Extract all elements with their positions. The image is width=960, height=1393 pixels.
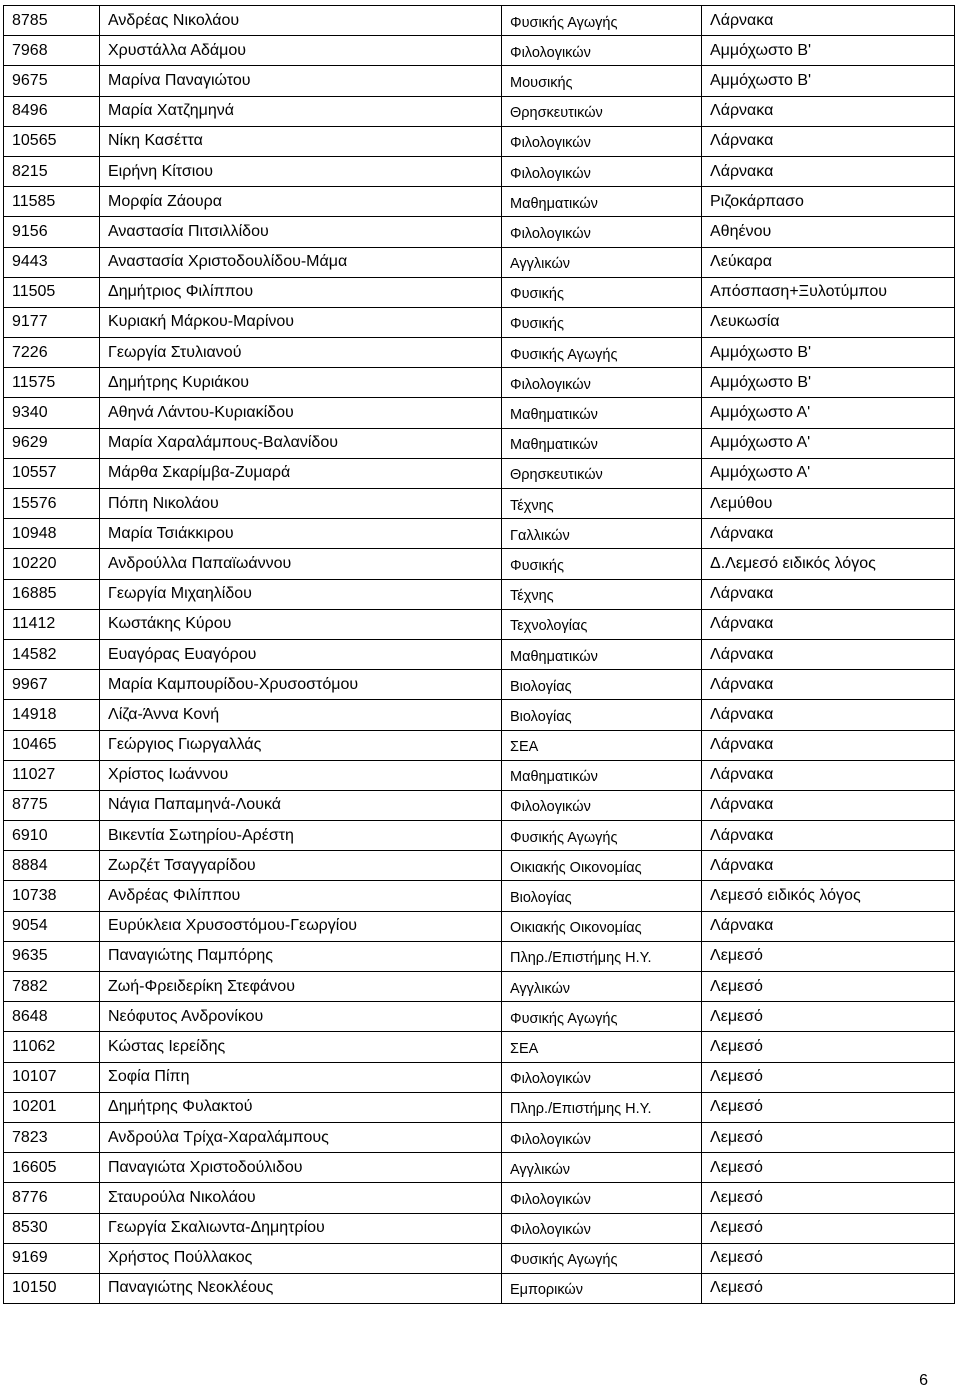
district-cell: Λάρνακα [702,519,955,549]
teacher-name-cell: Παναγιώτης Παμπόρης [100,941,502,971]
district-cell: Λεμεσό [702,1092,955,1122]
district-cell: Αμμόχωστο Β' [702,338,955,368]
district-cell: Αμμόχωστο Β' [702,36,955,66]
subject-cell: Φυσικής Αγωγής [502,1002,702,1032]
teacher-code-cell: 14918 [4,700,100,730]
subject-cell: Μαθηματικών [502,398,702,428]
placements-table [3,5,955,1304]
teacher-name-cell: Ανδρέας Νικολάου [100,6,502,36]
teacher-code-cell: 9675 [4,66,100,96]
district-cell: Λάρνακα [702,156,955,186]
teacher-code-cell: 8775 [4,790,100,820]
table-row [4,277,955,307]
subject-cell: Φιλολογικών [502,790,702,820]
teacher-name-cell: Γεωργία Μιχαηλίδου [100,579,502,609]
subject-cell: Μαθηματικών [502,639,702,669]
table-row [4,1032,955,1062]
table-row [4,66,955,96]
district-cell: Αμμόχωστο Β' [702,66,955,96]
district-cell: Λεμεσό [702,1243,955,1273]
teacher-code-cell: 7823 [4,1122,100,1152]
teacher-code-cell: 10150 [4,1273,100,1303]
teacher-name-cell: Ευαγόρας Ευαγόρου [100,639,502,669]
table-row [4,1153,955,1183]
subject-cell: Φυσικής Αγωγής [502,6,702,36]
subject-cell: Μαθηματικών [502,760,702,790]
district-cell: Λάρνακα [702,700,955,730]
table-row [4,579,955,609]
district-cell: Λεμεσό ειδικός λόγος [702,881,955,911]
teacher-code-cell: 11027 [4,760,100,790]
table-row [4,398,955,428]
table-row [4,730,955,760]
teacher-name-cell: Ανδρέας Φιλίππου [100,881,502,911]
table-row [4,368,955,398]
subject-cell: Μαθηματικών [502,428,702,458]
district-cell: Λεμεσό [702,972,955,1002]
table-row [4,96,955,126]
teacher-name-cell: Μαρία Καμπουρίδου-Χρυσοστόμου [100,670,502,700]
teacher-code-cell: 8215 [4,156,100,186]
district-cell: Λεμεσό [702,1002,955,1032]
teacher-name-cell: Γεώργιος Γιωργαλλάς [100,730,502,760]
district-cell: Λάρνακα [702,911,955,941]
subject-cell: Βιολογίας [502,670,702,700]
district-cell: Λεμεσό [702,1153,955,1183]
teacher-name-cell: Μαρία Τσιάκκιρου [100,519,502,549]
teacher-code-cell: 10948 [4,519,100,549]
table-body [4,6,955,1304]
district-cell: Λάρνακα [702,126,955,156]
subject-cell: ΣΕΑ [502,1032,702,1062]
subject-cell: Μαθηματικών [502,187,702,217]
subject-cell: Οικιακής Οικονομίας [502,911,702,941]
district-cell: Λάρνακα [702,670,955,700]
subject-cell: Φυσικής Αγωγής [502,338,702,368]
teacher-code-cell: 7882 [4,972,100,1002]
district-cell: Αμμόχωστο Α' [702,428,955,458]
subject-cell: Εμπορικών [502,1273,702,1303]
table-row [4,428,955,458]
subject-cell: Γαλλικών [502,519,702,549]
teacher-name-cell: Χρήστος Πούλλακος [100,1243,502,1273]
teacher-name-cell: Παναγιώτης Νεοκλέους [100,1273,502,1303]
table-row [4,307,955,337]
teacher-name-cell: Χρυστάλλα Αδάμου [100,36,502,66]
table-row [4,1062,955,1092]
table-row [4,1002,955,1032]
teacher-name-cell: Γεωργία Στυλιανού [100,338,502,368]
table-row [4,126,955,156]
district-cell: Λάρνακα [702,821,955,851]
district-cell: Αμμόχωστο Α' [702,458,955,488]
teacher-code-cell: 10738 [4,881,100,911]
table-row [4,489,955,519]
district-cell: Λεμεσό [702,1273,955,1303]
subject-cell: Πληρ./Επιστήμης Η.Υ. [502,1092,702,1122]
teacher-code-cell: 10465 [4,730,100,760]
teacher-code-cell: 8776 [4,1183,100,1213]
teacher-name-cell: Γεωργία Σκαλιωντα-Δημητρίου [100,1213,502,1243]
table-row [4,790,955,820]
table-row [4,609,955,639]
district-cell: Ριζοκάρπασο [702,187,955,217]
teacher-name-cell: Νίκη Κασέττα [100,126,502,156]
teacher-code-cell: 8785 [4,6,100,36]
table-row [4,6,955,36]
subject-cell: Φιλολογικών [502,1213,702,1243]
table-row [4,519,955,549]
subject-cell: Φιλολογικών [502,368,702,398]
teacher-code-cell: 11412 [4,609,100,639]
table-row [4,1122,955,1152]
teacher-name-cell: Βικεντία Σωτηρίου-Αρέστη [100,821,502,851]
district-cell: Λάρνακα [702,790,955,820]
subject-cell: Βιολογίας [502,881,702,911]
teacher-name-cell: Σταυρούλα Νικολάου [100,1183,502,1213]
subject-cell: Τέχνης [502,489,702,519]
district-cell: Λάρνακα [702,6,955,36]
district-cell: Λάρνακα [702,851,955,881]
subject-cell: Φυσικής [502,307,702,337]
teacher-name-cell: Ζωή-Φρειδερίκη Στεφάνου [100,972,502,1002]
district-cell: Λεμεσό [702,941,955,971]
teacher-code-cell: 9443 [4,247,100,277]
teacher-code-cell: 7968 [4,36,100,66]
table-row [4,247,955,277]
teacher-name-cell: Κυριακή Μάρκου-Μαρίνου [100,307,502,337]
subject-cell: Αγγλικών [502,972,702,1002]
table-row [4,639,955,669]
district-cell: Λάρνακα [702,579,955,609]
teacher-name-cell: Ανδρούλλα Παπαϊωάννου [100,549,502,579]
teacher-code-cell: 9177 [4,307,100,337]
district-cell: Λεμεσό [702,1062,955,1092]
table-row [4,1092,955,1122]
teacher-name-cell: Παναγιώτα Χριστοδούλιδου [100,1153,502,1183]
subject-cell: Τέχνης [502,579,702,609]
subject-cell: Τεχνολογίας [502,609,702,639]
teacher-code-cell: 14582 [4,639,100,669]
table-row [4,458,955,488]
teacher-code-cell: 9156 [4,217,100,247]
teacher-code-cell: 10107 [4,1062,100,1092]
district-cell: Αμμόχωστο Α' [702,398,955,428]
teacher-name-cell: Μαρία Χατζημηνά [100,96,502,126]
table-row [4,36,955,66]
district-cell: Λεμύθου [702,489,955,519]
district-cell: Απόσπαση+Ξυλοτύμπου [702,277,955,307]
teacher-name-cell: Αναστασία Πιτσιλλίδου [100,217,502,247]
teacher-code-cell: 11585 [4,187,100,217]
teacher-name-cell: Νάγια Παπαμηνά-Λουκά [100,790,502,820]
teacher-name-cell: Δημήτρης Φυλακτού [100,1092,502,1122]
district-cell: Αθηένου [702,217,955,247]
subject-cell: Οικιακής Οικονομίας [502,851,702,881]
teacher-name-cell: Δημήτριος Φιλίππου [100,277,502,307]
teacher-code-cell: 9054 [4,911,100,941]
teacher-name-cell: Ζωρζέτ Τσαγγαρίδου [100,851,502,881]
teacher-name-cell: Πόπη Νικολάου [100,489,502,519]
subject-cell: Φιλολογικών [502,1183,702,1213]
subject-cell: Θρησκευτικών [502,96,702,126]
teacher-code-cell: 9340 [4,398,100,428]
subject-cell: Μουσικής [502,66,702,96]
table-row [4,1183,955,1213]
teacher-name-cell: Μάρθα Σκαρίμβα-Ζυμαρά [100,458,502,488]
teacher-code-cell: 9635 [4,941,100,971]
teacher-name-cell: Δημήτρης Κυριάκου [100,368,502,398]
teacher-name-cell: Μορφία Ζάουρα [100,187,502,217]
district-cell: Λάρνακα [702,760,955,790]
district-cell: Δ.Λεμεσό ειδικός λόγος [702,549,955,579]
subject-cell: Φιλολογικών [502,217,702,247]
teacher-code-cell: 11575 [4,368,100,398]
teacher-code-cell: 16885 [4,579,100,609]
table-row [4,670,955,700]
table-row [4,821,955,851]
district-cell: Λάρνακα [702,730,955,760]
table-row [4,700,955,730]
district-cell: Λεμεσό [702,1213,955,1243]
table-row [4,156,955,186]
district-cell: Λάρνακα [702,639,955,669]
teacher-code-cell: 8648 [4,1002,100,1032]
table-row [4,760,955,790]
subject-cell: Φιλολογικών [502,156,702,186]
subject-cell: Θρησκευτικών [502,458,702,488]
subject-cell: Φυσικής Αγωγής [502,821,702,851]
teacher-name-cell: Μαρία Χαραλάμπους-Βαλανίδου [100,428,502,458]
table-row [4,972,955,1002]
teacher-name-cell: Χρίστος Ιωάννου [100,760,502,790]
table-row [4,217,955,247]
teacher-name-cell: Ανδρούλα Τρίχα-Χαραλάμπους [100,1122,502,1152]
district-cell: Λεμεσό [702,1122,955,1152]
subject-cell: Βιολογίας [502,700,702,730]
teacher-code-cell: 8496 [4,96,100,126]
teacher-code-cell: 15576 [4,489,100,519]
teacher-name-cell: Μαρίνα Παναγιώτου [100,66,502,96]
teacher-code-cell: 8884 [4,851,100,881]
teacher-name-cell: Σοφία Πίπη [100,1062,502,1092]
table-row [4,881,955,911]
table-row [4,851,955,881]
table-row [4,1213,955,1243]
table-row [4,338,955,368]
teacher-code-cell: 9629 [4,428,100,458]
teacher-code-cell: 16605 [4,1153,100,1183]
teacher-code-cell: 7226 [4,338,100,368]
subject-cell: Φυσικής Αγωγής [502,1243,702,1273]
teacher-name-cell: Αθηνά Λάντου-Κυριακίδου [100,398,502,428]
table-row [4,1243,955,1273]
subject-cell: Πληρ./Επιστήμης Η.Υ. [502,941,702,971]
subject-cell: Φιλολογικών [502,36,702,66]
teacher-code-cell: 10201 [4,1092,100,1122]
teacher-code-cell: 9967 [4,670,100,700]
table-row [4,1273,955,1303]
table-row [4,911,955,941]
table-row [4,187,955,217]
district-cell: Λεμεσό [702,1032,955,1062]
teacher-code-cell: 10565 [4,126,100,156]
district-cell: Λάρνακα [702,609,955,639]
subject-cell: Αγγλικών [502,247,702,277]
district-cell: Λεύκαρα [702,247,955,277]
subject-cell: Φυσικής [502,277,702,307]
teacher-name-cell: Ευρύκλεια Χρυσοστόμου-Γεωργίου [100,911,502,941]
teacher-code-cell: 10220 [4,549,100,579]
district-cell: Αμμόχωστο Β' [702,368,955,398]
teacher-name-cell: Λίζα-Άννα Κονή [100,700,502,730]
teacher-name-cell: Νεόφυτος Ανδρονίκου [100,1002,502,1032]
teacher-code-cell: 8530 [4,1213,100,1243]
subject-cell: Φυσικής [502,549,702,579]
subject-cell: Φιλολογικών [502,126,702,156]
district-cell: Λάρνακα [702,96,955,126]
subject-cell: Φιλολογικών [502,1062,702,1092]
page-number: 6 [919,1372,928,1389]
district-cell: Λεμεσό [702,1183,955,1213]
teacher-code-cell: 11505 [4,277,100,307]
table-row [4,941,955,971]
teacher-code-cell: 11062 [4,1032,100,1062]
teacher-code-cell: 10557 [4,458,100,488]
subject-cell: Φιλολογικών [502,1122,702,1152]
teacher-name-cell: Κώστας Ιερείδης [100,1032,502,1062]
subject-cell: Αγγλικών [502,1153,702,1183]
subject-cell: ΣΕΑ [502,730,702,760]
teacher-name-cell: Ειρήνη Κίτσιου [100,156,502,186]
district-cell: Λευκωσία [702,307,955,337]
teacher-name-cell: Αναστασία Χριστοδουλίδου-Μάμα [100,247,502,277]
table-row [4,549,955,579]
teacher-code-cell: 6910 [4,821,100,851]
teacher-name-cell: Κωστάκης Κύρου [100,609,502,639]
teacher-code-cell: 9169 [4,1243,100,1273]
